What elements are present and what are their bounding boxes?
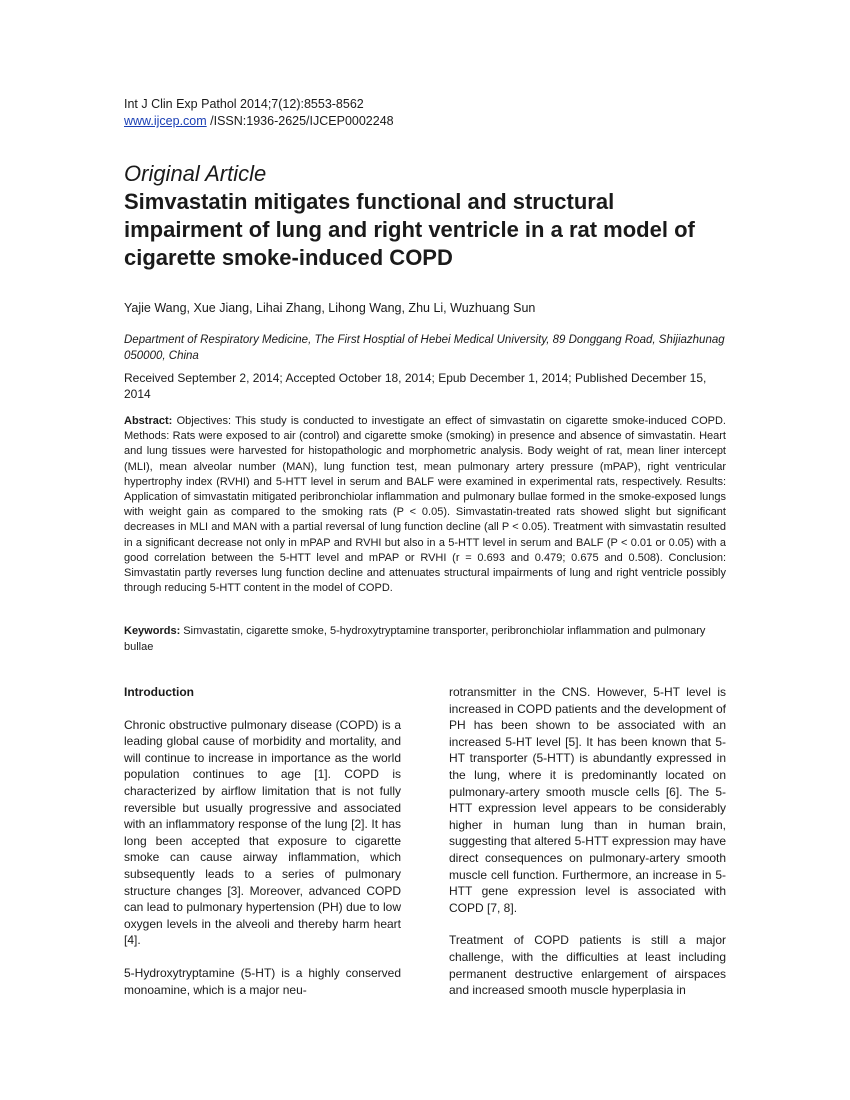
section-heading-introduction: Introduction [124,685,194,699]
journal-issn: /ISSN:1936-2625/IJCEP0002248 [206,114,394,128]
abstract-label: Abstract: [124,415,173,427]
body-column-right [449,684,726,1015]
publication-dates: Received September 2, 2014; Accepted October 18, 2014; Epub December 1, 2014; Published December 15, 2014 [124,371,707,401]
keywords [124,624,726,655]
paragraph: Chronic obstructive pulmonary disease (COPD) is a leading global cause of morbidity and mortality, and will continue to increase in importance as the world population continues to age [1]. COPD is characterized by airflow limitation that is not fully reversible but usually progressive and associated with an inflammatory response of the lung [2]. It has long been accepted that exposure to cigarette smoke can cause airway inflammation, which subsequently leads to a series of pulmonary structure changes [3]. Moreover, advanced COPD can lead to pulmonary hypertension (PH) due to low oxygen levels in the alveoli and thereby harm heart [4]. [124,717,401,948]
journal-citation: Int J Clin Exp Pathol 2014;7(12):8553-8562 [124,97,364,111]
journal-url-link[interactable]: www.ijcep.com [124,114,207,128]
paragraph: Treatment of COPD patients is still a major challenge, with the difficulties at least including permanent destructive enlargement of airspaces and increased smooth muscle hyperplasia in [449,933,726,998]
author-list: Yajie Wang, Xue Jiang, Lihai Zhang, Lihong Wang, Zhu Li, Wuzhuang Sun [124,301,536,315]
keywords-text: Simvastatin, cigarette smoke, 5-hydroxytryptamine transporter, peribronchiolar inflammation and pulmonary bullae [124,625,706,653]
journal-link-line [124,113,394,130]
paragraph: rotransmitter in the CNS. However, 5-HT level is increased in COPD patients and the development of PH has been shown to be associated with an increased 5-HT level [5]. It has been known that 5-HT transporter (5-HTT) is abundantly expressed in the lung, where it is predominantly located on pulmonary-artery smooth muscle cells [6]. The 5-HTT expression level appears to be considerably higher in human lung than in human brain, suggesting that altered 5-HTT expression may have direct consequences on pulmonary-artery smooth muscle cell function. Furthermore, an increase in 5-HTT gene expression level is associated with COPD [7, 8]. [449,685,726,915]
body-column-left [124,684,401,1014]
article-type: Original Article [124,161,267,186]
keywords-label: Keywords: [124,625,181,637]
article-title: Simvastatin mitigates functional and structural impairment of lung and right ventricle in a rat model of cigarette smoke-induced COPD [124,189,695,270]
paragraph: 5-Hydroxytryptamine (5-HT) is a highly conserved monoamine, which is a major neu- [124,965,401,997]
journal-header [124,96,394,130]
abstract [124,414,726,596]
affiliation: Department of Respiratory Medicine, The First Hosptial of Hebei Medical University, 89 Donggang Road, Shijiazhunag 050000, China [124,334,725,362]
abstract-text: Objectives: This study is conducted to investigate an effect of simvastatin on cigarette smoke-induced COPD. Methods: Rats were exposed to air (control) and cigarette smoke (smoking) in presence and absence of simvastatin. Heart and lung tissues were harvested for histopathologic and morphometric analysis. Body weight of rat, mean liner intercept (MLI), mean alveolar number (MAN), lung function test, mean pulmonary artery pressure (mPAP), right ventricular hypertrophy index (RVHI) and 5-HTT level in serum and BALF were examined in experimental rats, respectively. Results: Application of simvastatin mitigated peribronchiolar inflammation and pulmonary bullae formed in the smoke-exposed lungs with weight gain as compared to the smoking rats (P < 0.05). Simvastatin-treated rats showed slight but significant decreases in MLI and MAN with a partial reversal of lung function decline (all P < 0.05). Treatment with simvastatin resulted in a significant decrease not only in mPAP and RVHI but also in a 5-HTT level in serum and BALF (P < 0.01 or 0.05) with a good correlation between the 5-HTT level and mPAP or RVHI (r = 0.693 and 0.479; 0.675 and 0.508). Conclusion: Simvastatin partly reverses lung function decline and attenuates structural impairments of lung and right ventricle possibly through reducing 5-HTT content in the model of COPD. [124,415,726,595]
